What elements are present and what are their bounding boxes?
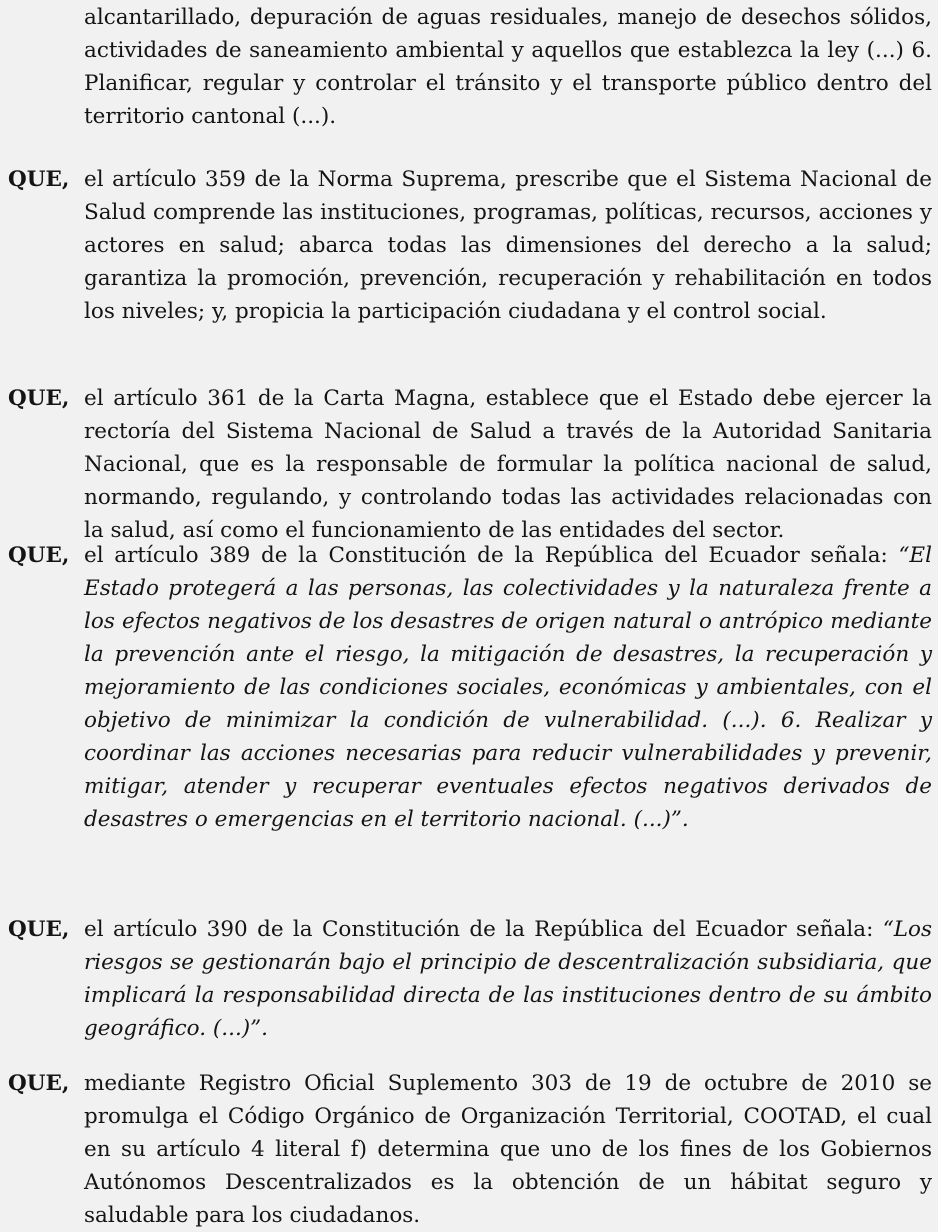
clause-text: el artículo 390 de la Constitución de la República del Ecuador señala: — [84, 917, 883, 942]
clause-keyword: QUE, — [8, 167, 70, 192]
clause-quote: “El Estado protegerá a las personas, las colectividades y la naturaleza frente a los efectos negativos de los desastres de origen natural o antrópico mediante la prevención ante el riesgo, la mitigación de desastres, la recuperación y mejoramiento de las condiciones sociales, económicas y ambientales, con el objetivo de minimizar la condición de vulnerabilidad. (...). 6. Realizar y coordinar las acciones necesarias para reducir vulnerabilidades y prevenir, mitigar, atender y recuperar eventuales efectos negativos derivados de desastres o emergencias en el territorio nacional. (...)”. — [84, 543, 932, 832]
clause-keyword: QUE, — [8, 386, 70, 411]
clause-keyword: QUE, — [8, 1071, 70, 1096]
clause-text: el artículo 361 de la Carta Magna, establece que el Estado debe ejercer la rectoría del Sistema Nacional de Salud a través de la Autoridad Sanitaria Nacional, que es la responsable de formular la política nacional de salud, normando, regulando, y controlando todas las actividades relacionadas con la salud, así como el funcionamiento de las entidades del sector. — [84, 386, 932, 543]
clause-text: el artículo 389 de la Constitución de la República del Ecuador señala: — [84, 543, 899, 568]
clause-quote: “Los riesgos se gestionarán bajo el principio de descentralización subsidiaria, que implicará la responsabilidad directa de las instituciones dentro de su ámbito geográfico. (...)”. — [84, 917, 932, 1041]
clause-text: mediante Registro Oficial Suplemento 303 de 19 de octubre de 2010 se promulga el Código Orgánico de Organización Territorial, COOTAD, el cual en su artículo 4 literal f) determina que uno de los fines de los Gobiernos Autónomos Descentralizados es la obtención de un hábitat seguro y saludable para los ciudadanos. — [84, 1071, 932, 1228]
clause-keyword: QUE, — [8, 543, 70, 568]
clause-text-block — [84, 539, 932, 836]
clause-keyword: QUE, — [8, 917, 70, 942]
continuation-paragraph: alcantarillado, depuración de aguas residuales, manejo de desechos sólidos, actividades de saneamiento ambiental y aquellos que establezca la ley (...) 6. Planificar, regular y controlar el tránsito y el transporte público dentro del territorio cantonal (...). — [84, 5, 932, 129]
clause-text: el artículo 359 de la Norma Suprema, prescribe que el Sistema Nacional de Salud comprende las instituciones, programas, políticas, recursos, acciones y actores en salud; abarca todas las dimensiones del derecho a la salud; garantiza la promoción, prevención, recuperación y rehabilitación en todos los niveles; y, propicia la participación ciudadana y el control social. — [84, 167, 932, 324]
clause-text-block — [84, 913, 932, 1045]
